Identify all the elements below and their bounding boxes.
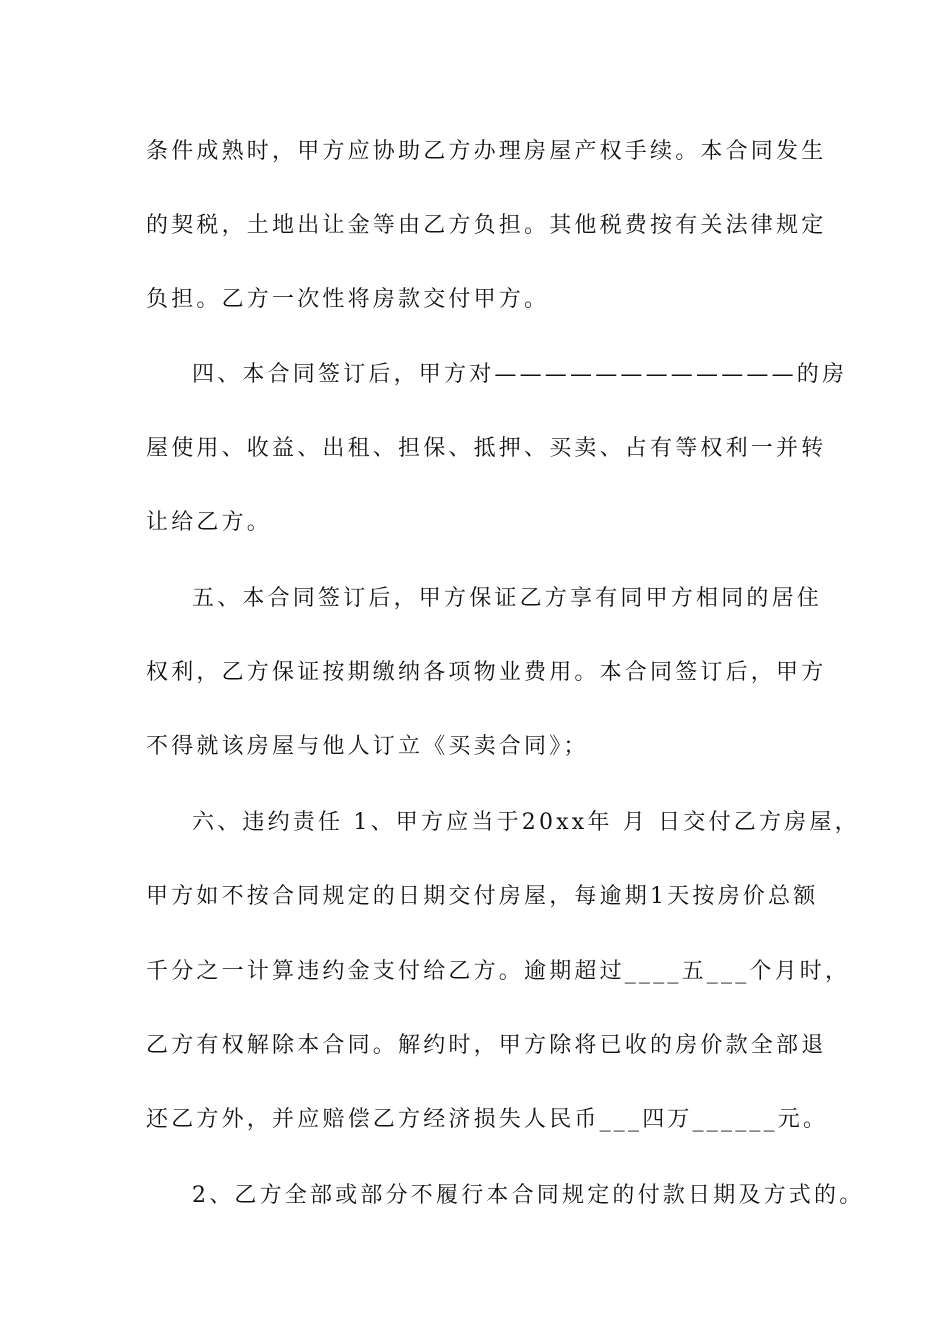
text-line: 负担。乙方一次性将房款交付甲方。 bbox=[146, 287, 550, 312]
text-line: 甲方如不按合同规定的日期交付房屋，每逾期1天按房价总额 bbox=[146, 884, 819, 909]
text-line: 乙方有权解除本合同。解约时，甲方除将已收的房价款全部退 bbox=[146, 1033, 827, 1058]
paragraph-start-line: 六、违约责任 1、甲方应当于20xx年 月 日交付乙方房屋， bbox=[192, 810, 860, 835]
text-line: 权利，乙方保证按期缴纳各项物业费用。本合同签订后，甲方 bbox=[146, 660, 827, 685]
text-line: 千分之一计算违约金支付给乙方。逾期超过____五___个月时， bbox=[146, 959, 851, 984]
paragraph-start-line: 2、乙方全部或部分不履行本合同规定的付款日期及方式的。 bbox=[192, 1183, 865, 1208]
text-line: 不得就该房屋与他人订立《买卖合同》； bbox=[146, 734, 589, 759]
text-line: 的契税，土地出让金等由乙方负担。其他税费按有关法律规定 bbox=[146, 213, 827, 238]
text-line: 还乙方外，并应赔偿乙方经济损失人民币___四万______元。 bbox=[146, 1107, 829, 1132]
text-line: 让给乙方。 bbox=[146, 510, 273, 535]
text-line: 屋使用、收益、出租、担保、抵押、买卖、占有等权利一并转 bbox=[146, 436, 827, 461]
text-line: 条件成熟时，甲方应协助乙方办理房屋产权手续。本合同发生 bbox=[146, 139, 827, 164]
paragraph-start-line: 五、本合同签订后，甲方保证乙方享有同甲方相同的居住 bbox=[192, 586, 823, 611]
paragraph-start-line: 四、本合同签订后，甲方对————————————的房 bbox=[192, 362, 848, 387]
